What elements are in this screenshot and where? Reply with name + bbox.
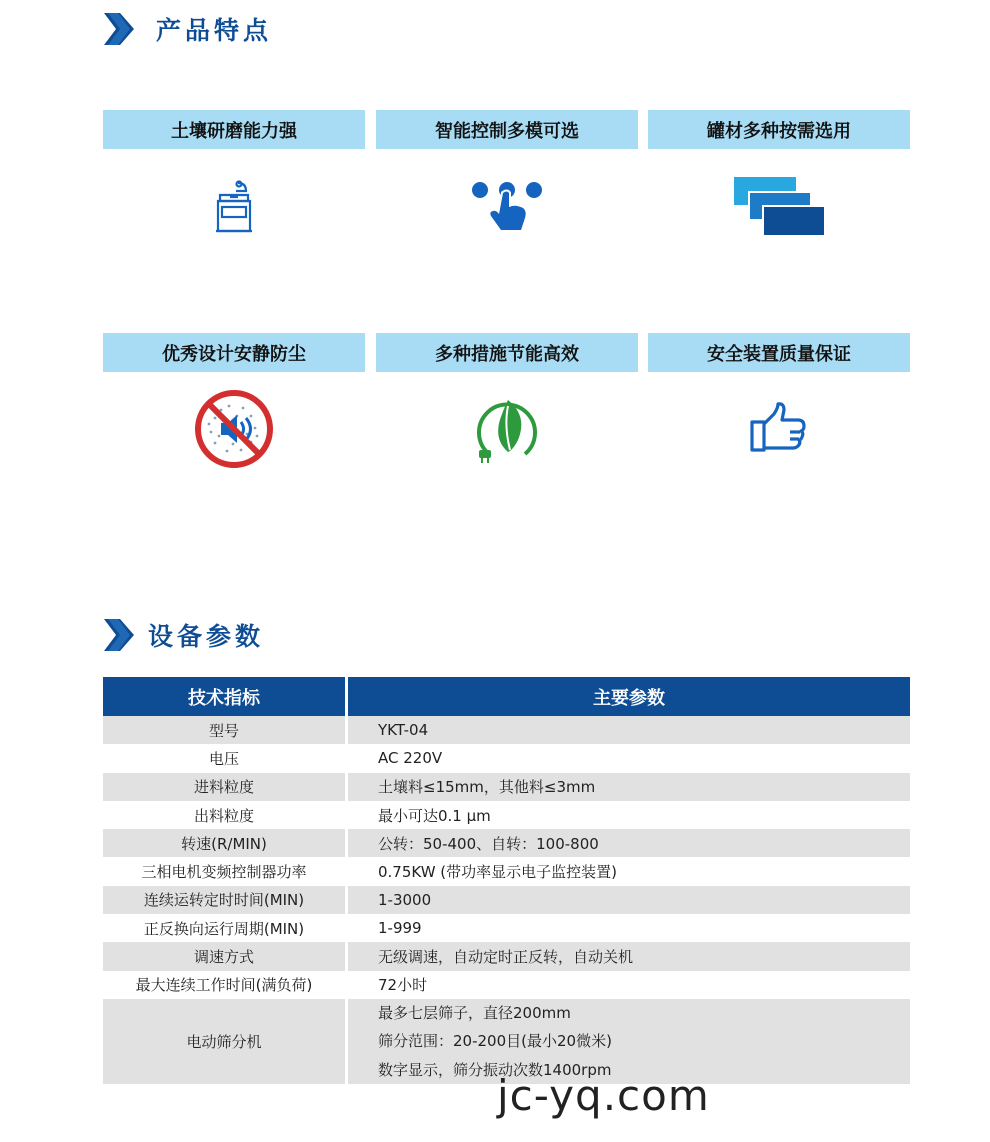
param-name: 型号 (103, 716, 347, 744)
table-row (103, 971, 910, 999)
table-row (103, 857, 910, 885)
column-header: 主要参数 (347, 677, 911, 716)
param-name: 转速(R/MIN) (103, 829, 347, 857)
param-name: 出料粒度 (103, 801, 347, 829)
param-value: 土壤料≤15mm，其他料≤3mm (347, 773, 911, 801)
param-value: 1-999 (347, 914, 911, 942)
table-header-row (103, 677, 910, 716)
feature-card (376, 110, 638, 231)
column-header: 技术指标 (103, 677, 347, 716)
table-row (103, 942, 910, 970)
chevron-right-icon (104, 619, 134, 651)
feature-label: 罐材多种按需选用 (648, 110, 910, 149)
features-section-title: 产品特点 (156, 16, 273, 45)
param-value: 72小时 (347, 971, 911, 999)
param-name: 电动筛分机 (103, 999, 347, 1084)
feature-label: 智能控制多模可选 (376, 110, 638, 149)
feature-card (103, 110, 365, 235)
param-value-line: 数字显示，筛分振动次数1400rpm (378, 1060, 612, 1079)
param-value: 无级调速，自动定时正反转，自动关机 (347, 942, 911, 970)
table-row (103, 829, 910, 857)
table-row (103, 716, 910, 744)
param-value-line: 最多七层筛子，直径200mm (378, 1003, 571, 1022)
feature-card (376, 333, 638, 464)
feature-label: 安全装置质量保证 (648, 333, 910, 372)
param-name: 三相电机变频控制器功率 (103, 857, 347, 885)
mute-dust-icon (193, 388, 275, 470)
table-row (103, 773, 910, 801)
param-value-line: 筛分范围：20-200目(最小20微米) (378, 1032, 612, 1051)
param-name: 进料粒度 (103, 773, 347, 801)
param-name: 正反换向运行周期(MIN) (103, 914, 347, 942)
param-value: 1-3000 (347, 886, 911, 914)
params-table (103, 677, 910, 1084)
param-value: 公转：50-400、自转：100-800 (347, 829, 911, 857)
params-section-header (104, 617, 264, 653)
grinder-icon (212, 179, 256, 235)
param-name: 连续运转定时时间(MIN) (103, 886, 347, 914)
feature-label: 多种措施节能高效 (376, 333, 638, 372)
param-value: AC 220V (347, 744, 911, 772)
feature-card (103, 333, 365, 470)
layers-icon (734, 177, 824, 235)
features-section-header (104, 11, 272, 47)
feature-card (648, 333, 910, 454)
feature-card (648, 110, 910, 235)
param-value: 最小可达0.1 μm (347, 801, 911, 829)
touch-control-icon (471, 179, 543, 231)
watermark: jc-yq.com (497, 1071, 710, 1120)
table-row (103, 801, 910, 829)
params-section-title: 设备参数 (148, 622, 265, 651)
table-row (103, 886, 910, 914)
feature-label: 优秀设计安静防尘 (103, 333, 365, 372)
thumbs-up-icon (750, 402, 808, 454)
param-value: 0.75KW (带功率显示电子监控装置) (347, 857, 911, 885)
eco-leaf-icon (475, 392, 539, 464)
table-row (103, 744, 910, 772)
param-name: 电压 (103, 744, 347, 772)
param-value: YKT-04 (347, 716, 911, 744)
param-name: 调速方式 (103, 942, 347, 970)
table-row (103, 914, 910, 942)
feature-label: 土壤研磨能力强 (103, 110, 365, 149)
chevron-right-icon (104, 13, 134, 45)
param-name: 最大连续工作时间(满负荷) (103, 971, 347, 999)
